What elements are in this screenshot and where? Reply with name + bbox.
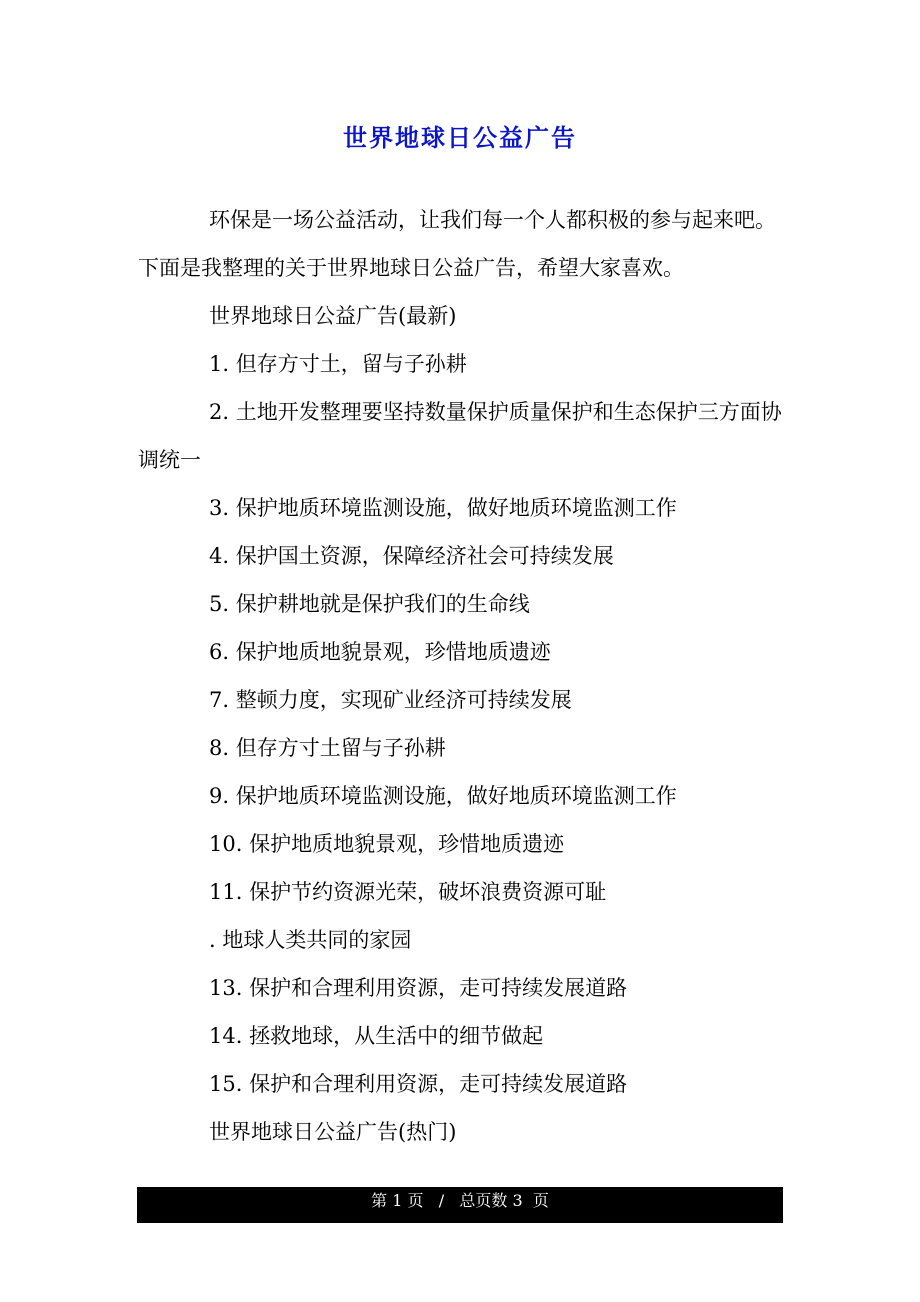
section-heading-hot: 世界地球日公益广告(热门) bbox=[209, 1120, 457, 1144]
document-title: 世界地球日公益广告 bbox=[343, 124, 577, 152]
list-item: 1. 但存方寸土，留与子孙耕 bbox=[209, 352, 467, 376]
list-item: 9. 保护地质环境监测设施，做好地质环境监测工作 bbox=[209, 784, 677, 808]
list-item: 14. 拯救地球，从生活中的细节做起 bbox=[209, 1024, 544, 1048]
list-item: . 地球人类共同的家园 bbox=[209, 928, 412, 952]
list-item: 13. 保护和合理利用资源，走可持续发展道路 bbox=[209, 976, 628, 1000]
list-item: 4. 保护国土资源，保障经济社会可持续发展 bbox=[209, 544, 614, 568]
list-item: 7. 整顿力度，实现矿业经济可持续发展 bbox=[209, 688, 572, 712]
section-heading-latest: 世界地球日公益广告(最新) bbox=[209, 304, 457, 328]
list-item: 8. 但存方寸土留与子孙耕 bbox=[209, 736, 446, 760]
page-number-label: 第 1 页 / 总页数 3 页 bbox=[371, 1191, 549, 1210]
intro-paragraph: 环保是一场公益活动，让我们每一个人都积极的参与起来吧。下面是我整理的关于世界地球日公益广告，希望大家喜欢。 bbox=[138, 208, 776, 280]
list-item: 11. 保护节约资源光荣，破坏浪费资源可耻 bbox=[209, 880, 607, 904]
list-item: 6. 保护地质地貌景观，珍惜地质遗迹 bbox=[209, 640, 551, 664]
list-item: 2. 土地开发整理要坚持数量保护质量保护和生态保护三方面协调统一 bbox=[138, 400, 782, 472]
list-item: 10. 保护地质地貌景观，珍惜地质遗迹 bbox=[209, 832, 565, 856]
list-item: 3. 保护地质环境监测设施，做好地质环境监测工作 bbox=[209, 496, 677, 520]
list-item: 15. 保护和合理利用资源，走可持续发展道路 bbox=[209, 1072, 628, 1096]
list-item: 5. 保护耕地就是保护我们的生命线 bbox=[209, 592, 530, 616]
document-body bbox=[138, 196, 788, 1156]
page-footer bbox=[137, 1187, 783, 1223]
